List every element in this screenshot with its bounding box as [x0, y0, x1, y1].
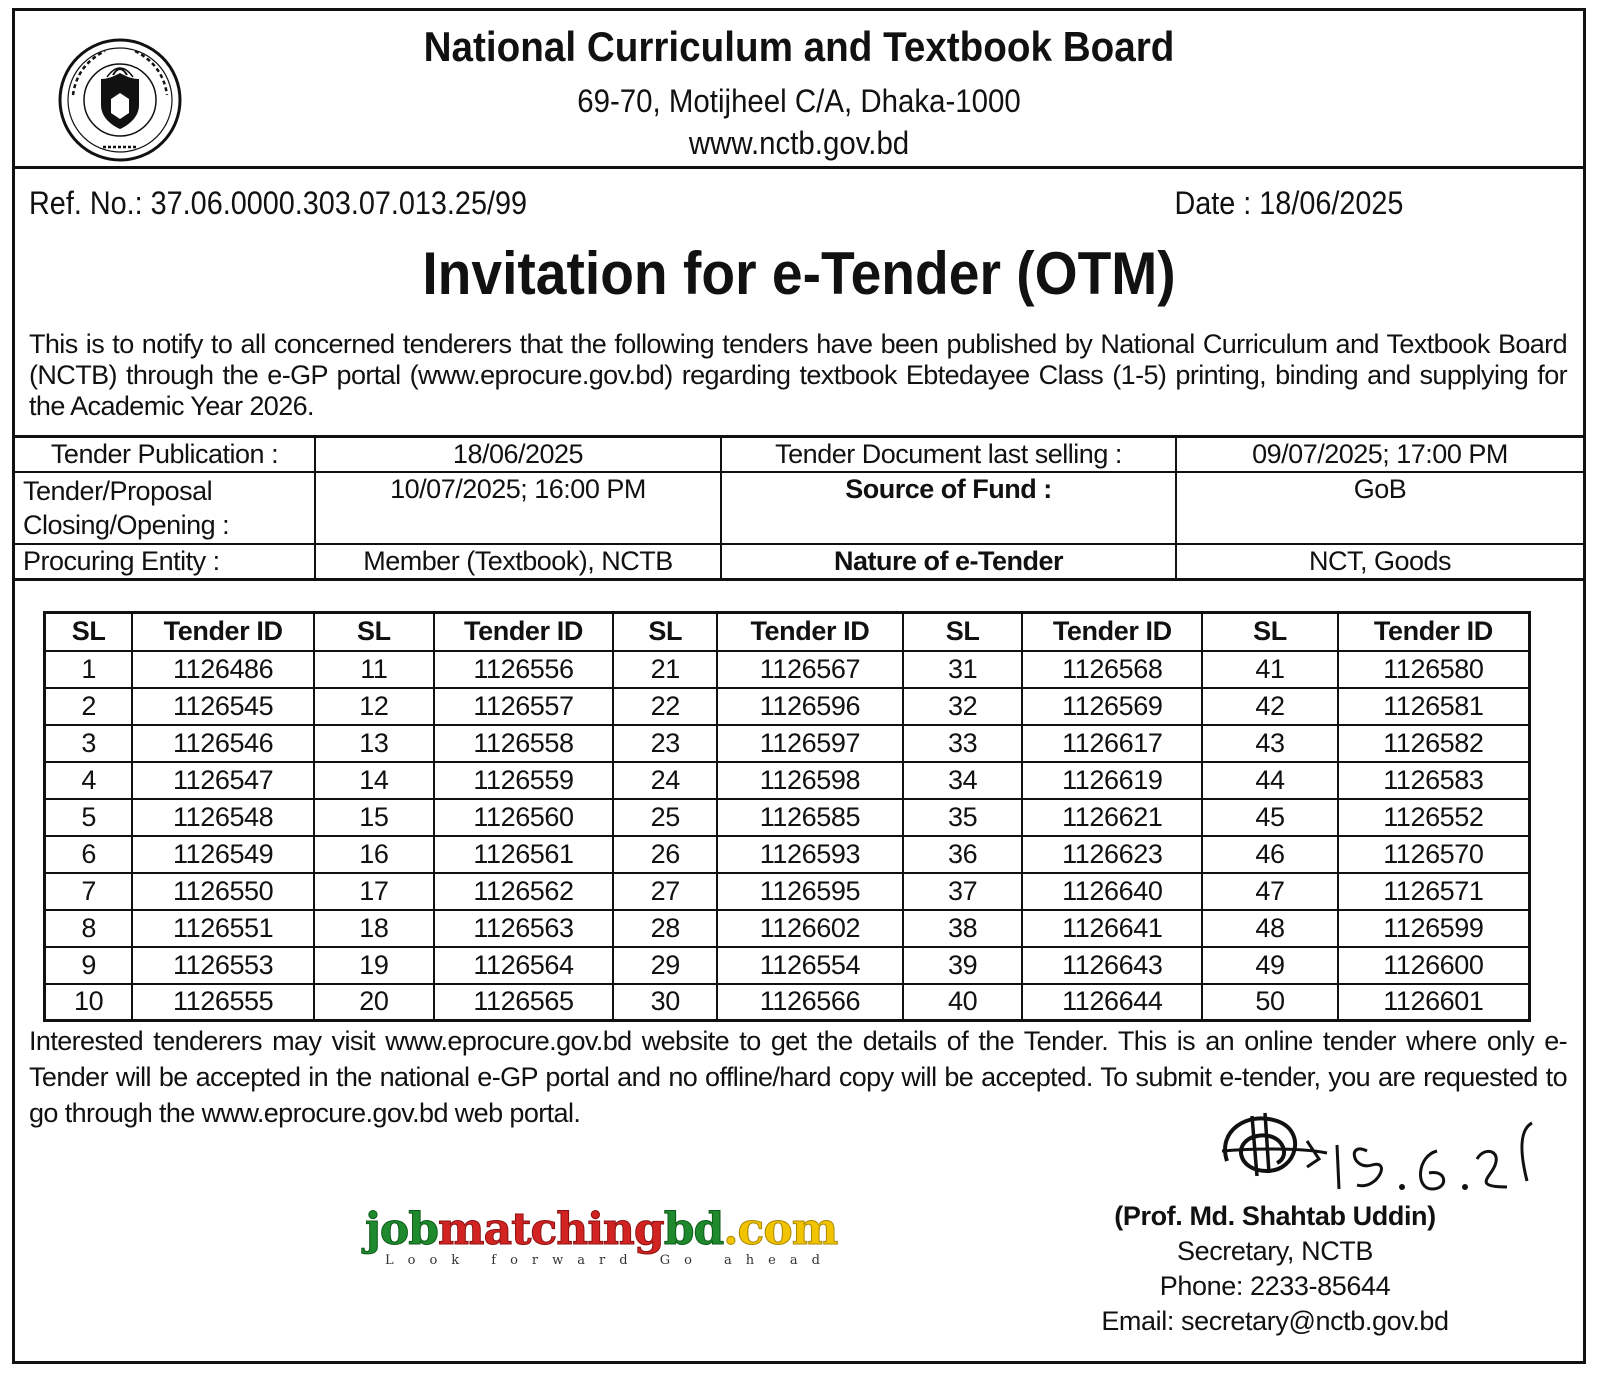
sl-cell: 36: [903, 836, 1023, 873]
sl-cell: 20: [314, 984, 434, 1021]
sl-cell: 43: [1202, 725, 1338, 762]
tender-id-cell: 1126568: [1022, 651, 1202, 688]
tender-id-cell: 1126556: [434, 651, 614, 688]
fund-value: GoB: [1176, 472, 1583, 544]
last-selling-value: 09/07/2025; 17:00 PM: [1176, 437, 1583, 473]
sl-cell: 3: [45, 725, 133, 762]
tender-id-cell: 1126571: [1338, 873, 1530, 910]
sl-header: SL: [45, 613, 133, 651]
sl-header: SL: [613, 613, 717, 651]
intro-paragraph: This is to notify to all concerned tenderers that the following tenders have been published by National Curriculum and Textbook Board (NCTB) through the e-GP portal (www.eprocure.gov.bd) regarding textbook Ebtedayee Class (1-5) printing, binding and supplying for the Academic Year 2026.: [29, 329, 1567, 421]
sl-cell: 10: [45, 984, 133, 1021]
nature-value: NCT, Goods: [1176, 544, 1583, 580]
tender-id-header: Tender ID: [132, 613, 314, 651]
sl-cell: 32: [903, 688, 1023, 725]
notice-frame: [12, 8, 1586, 1364]
tender-id-cell: 1126623: [1022, 836, 1202, 873]
table-row: [45, 947, 1530, 984]
tender-id-cell: 1126545: [132, 688, 314, 725]
sl-cell: 19: [314, 947, 434, 984]
tender-id-cell: 1126598: [717, 762, 903, 799]
signatory-email: Email: secretary@nctb.gov.bd: [1101, 1306, 1449, 1336]
sl-cell: 14: [314, 762, 434, 799]
sl-cell: 42: [1202, 688, 1338, 725]
tender-id-cell: 1126640: [1022, 873, 1202, 910]
sl-cell: 35: [903, 799, 1023, 836]
tender-id-cell: 1126564: [434, 947, 614, 984]
closing-paragraph: Interested tenderers may visit www.eprocure.gov.bd website to get the details of the Tender. This is an online tender where only e-Tender will be accepted in the national e-GP portal and no offline/hard copy will be accepted. To submit e-tender, you are requested to go through the www.eprocure.gov.bd web portal.: [29, 1026, 1567, 1128]
info-row: [15, 472, 1583, 544]
tender-id-cell: 1126553: [132, 947, 314, 984]
closing-label-line: Tender/Proposal: [23, 476, 213, 506]
tender-id-cell: 1126643: [1022, 947, 1202, 984]
sl-cell: 46: [1202, 836, 1338, 873]
entity-value: Member (Textbook), NCTB: [315, 544, 721, 580]
sl-cell: 33: [903, 725, 1023, 762]
tender-id-cell: 1126547: [132, 762, 314, 799]
sl-cell: 9: [45, 947, 133, 984]
tender-id-cell: 1126550: [132, 873, 314, 910]
watermark-part: matching: [438, 1204, 664, 1255]
sl-cell: 17: [314, 873, 434, 910]
tender-id-cell: 1126641: [1022, 910, 1202, 947]
watermark-tagline: Look forward Go ahead: [385, 1253, 834, 1268]
tender-id-cell: 1126565: [434, 984, 614, 1021]
sl-cell: 50: [1202, 984, 1338, 1021]
sl-cell: 30: [613, 984, 717, 1021]
tender-id-cell: 1126554: [717, 947, 903, 984]
tender-id-cell: 1126619: [1022, 762, 1202, 799]
sl-cell: 2: [45, 688, 133, 725]
tender-id-header: Tender ID: [717, 613, 903, 651]
sl-cell: 11: [314, 651, 434, 688]
publication-label: Tender Publication :: [15, 437, 315, 473]
sl-cell: 1: [45, 651, 133, 688]
signatory-phone: Phone: 2233-85644: [1159, 1271, 1391, 1301]
sl-cell: 5: [45, 799, 133, 836]
sl-cell: 40: [903, 984, 1023, 1021]
sl-cell: 22: [613, 688, 717, 725]
tender-id-header: Tender ID: [434, 613, 614, 651]
closing-label: [15, 472, 315, 544]
sl-cell: 13: [314, 725, 434, 762]
tender-id-cell: 1126566: [717, 984, 903, 1021]
tender-id-cell: 1126582: [1338, 725, 1530, 762]
sl-cell: 34: [903, 762, 1023, 799]
tender-id-cell: 1126561: [434, 836, 614, 873]
tender-id-header: Tender ID: [1338, 613, 1530, 651]
sl-cell: 18: [314, 910, 434, 947]
tender-id-cell: 1126621: [1022, 799, 1202, 836]
sl-cell: 31: [903, 651, 1023, 688]
jobmatchingbd-watermark: [365, 1204, 905, 1268]
sl-cell: 49: [1202, 947, 1338, 984]
tender-id-cell: 1126599: [1338, 910, 1530, 947]
sl-cell: 38: [903, 910, 1023, 947]
table-header-row: [45, 613, 1530, 651]
table-row: [45, 910, 1530, 947]
signatory-block: [1095, 1199, 1455, 1339]
nature-label: Nature of e-Tender: [721, 544, 1176, 580]
fund-label: Source of Fund :: [721, 472, 1176, 544]
sl-cell: 12: [314, 688, 434, 725]
sl-header: SL: [1202, 613, 1338, 651]
entity-label: Procuring Entity :: [15, 544, 315, 580]
tender-id-cell: 1126596: [717, 688, 903, 725]
sl-cell: 37: [903, 873, 1023, 910]
sl-cell: 28: [613, 910, 717, 947]
table-row: [45, 651, 1530, 688]
sl-cell: 39: [903, 947, 1023, 984]
tender-id-cell: 1126557: [434, 688, 614, 725]
closing-label-line: Closing/Opening :: [23, 510, 230, 540]
tender-id-cell: 1126558: [434, 725, 614, 762]
watermark-part: job: [365, 1204, 439, 1255]
watermark-part: .com: [723, 1204, 838, 1255]
tender-id-cell: 1126593: [717, 836, 903, 873]
tender-id-cell: 1126546: [132, 725, 314, 762]
sl-cell: 45: [1202, 799, 1338, 836]
tender-id-table: [43, 611, 1531, 1022]
tender-id-cell: 1126570: [1338, 836, 1530, 873]
tender-id-cell: 1126567: [717, 651, 903, 688]
publication-value: 18/06/2025: [315, 437, 721, 473]
handwritten-signature: [1207, 1101, 1547, 1211]
last-selling-label: Tender Document last selling :: [721, 437, 1176, 473]
signatory-name: (Prof. Md. Shahtab Uddin): [1114, 1201, 1436, 1231]
tender-id-cell: 1126552: [1338, 799, 1530, 836]
sl-cell: 15: [314, 799, 434, 836]
watermark-logo-text: [365, 1204, 905, 1255]
tender-id-cell: 1126585: [717, 799, 903, 836]
sl-cell: 25: [613, 799, 717, 836]
tender-id-cell: 1126595: [717, 873, 903, 910]
tender-id-cell: 1126569: [1022, 688, 1202, 725]
table-row: [45, 984, 1530, 1021]
tender-id-cell: 1126548: [132, 799, 314, 836]
tender-id-header: Tender ID: [1022, 613, 1202, 651]
tender-id-cell: 1126555: [132, 984, 314, 1021]
closing-value: 10/07/2025; 16:00 PM: [315, 472, 721, 544]
sl-cell: 26: [613, 836, 717, 873]
tender-info-table: [15, 435, 1583, 581]
org-website: www.nctb.gov.bd: [688, 125, 910, 161]
sl-cell: 8: [45, 910, 133, 947]
sl-cell: 44: [1202, 762, 1338, 799]
sl-cell: 4: [45, 762, 133, 799]
org-address: 69-70, Motijheel C/A, Dhaka-1000: [577, 83, 1021, 119]
table-row: [45, 725, 1530, 762]
reference-number: Ref. No.: 37.06.0000.303.07.013.25/99: [29, 185, 527, 221]
tender-id-cell: 1126562: [434, 873, 614, 910]
tender-id-cell: 1126602: [717, 910, 903, 947]
tender-id-cell: 1126549: [132, 836, 314, 873]
tender-id-cell: 1126601: [1338, 984, 1530, 1021]
sl-cell: 27: [613, 873, 717, 910]
tender-id-cell: 1126559: [434, 762, 614, 799]
sl-cell: 24: [613, 762, 717, 799]
tender-id-cell: 1126600: [1338, 947, 1530, 984]
sl-cell: 7: [45, 873, 133, 910]
table-body: [45, 651, 1530, 1021]
table-row: [45, 762, 1530, 799]
letterhead: [15, 11, 1583, 169]
sl-cell: 41: [1202, 651, 1338, 688]
tender-id-cell: 1126597: [717, 725, 903, 762]
tender-id-cell: 1126581: [1338, 688, 1530, 725]
table-row: [45, 836, 1530, 873]
sl-cell: 23: [613, 725, 717, 762]
watermark-part: bd: [663, 1204, 724, 1255]
tender-id-cell: 1126617: [1022, 725, 1202, 762]
sl-cell: 6: [45, 836, 133, 873]
tender-id-cell: 1126560: [434, 799, 614, 836]
sl-header: SL: [314, 613, 434, 651]
sl-cell: 21: [613, 651, 717, 688]
tender-id-cell: 1126486: [132, 651, 314, 688]
tender-id-cell: 1126583: [1338, 762, 1530, 799]
notice-date: Date : 18/06/2025: [1174, 185, 1403, 221]
tender-id-cell: 1126580: [1338, 651, 1530, 688]
sl-cell: 29: [613, 947, 717, 984]
table-row: [45, 799, 1530, 836]
sl-cell: 48: [1202, 910, 1338, 947]
table-row: [45, 688, 1530, 725]
notice-title: Invitation for e-Tender (OTM): [422, 240, 1176, 307]
org-name: National Curriculum and Textbook Board: [423, 23, 1175, 70]
info-row: [15, 544, 1583, 580]
tender-id-cell: 1126644: [1022, 984, 1202, 1021]
sl-header: SL: [903, 613, 1023, 651]
tender-id-cell: 1126563: [434, 910, 614, 947]
tender-id-cell: 1126551: [132, 910, 314, 947]
sl-cell: 47: [1202, 873, 1338, 910]
info-row: [15, 437, 1583, 473]
signatory-designation: Secretary, NCTB: [1176, 1236, 1374, 1266]
sl-cell: 16: [314, 836, 434, 873]
table-row: [45, 873, 1530, 910]
